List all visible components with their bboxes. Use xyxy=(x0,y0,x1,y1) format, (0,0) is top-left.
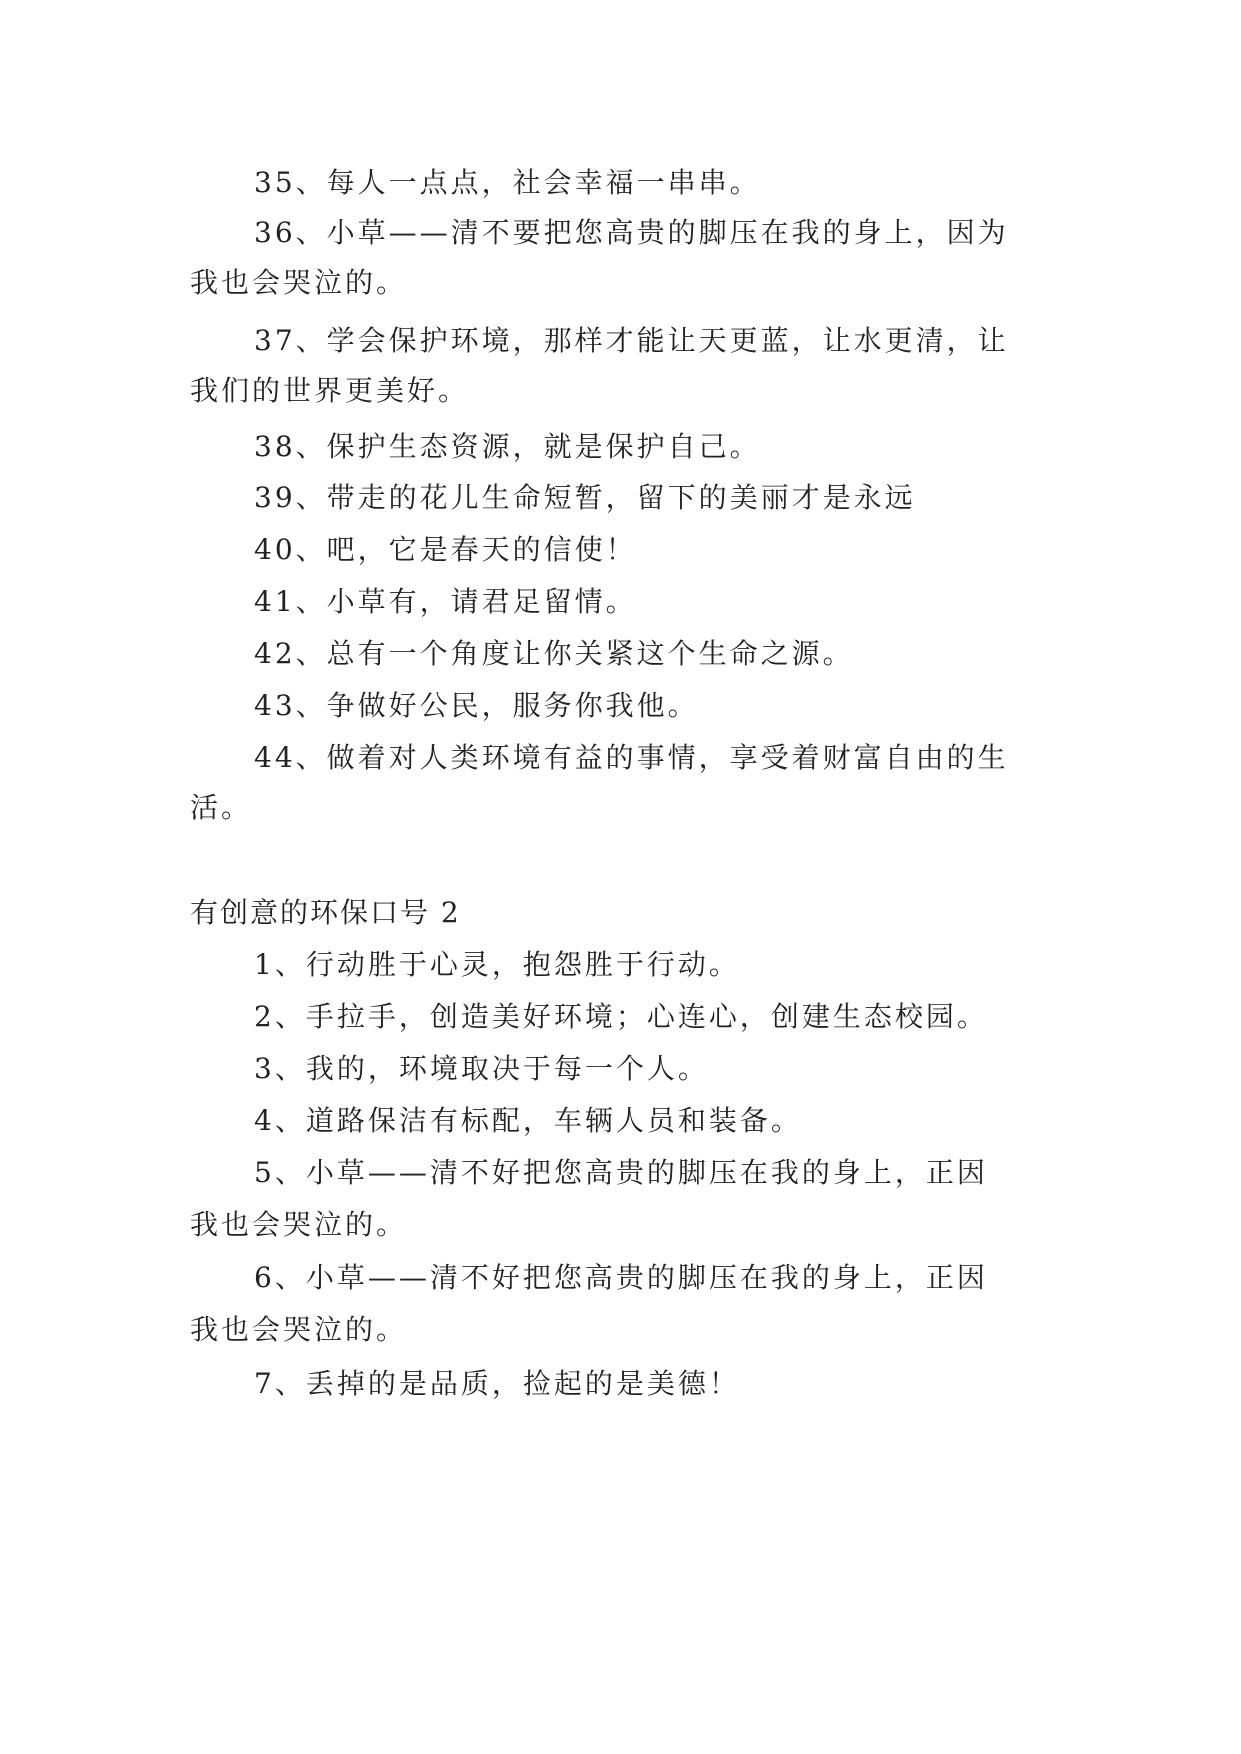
slogan-item-4: 4、道路保洁有标配，车辆人员和装备。 xyxy=(254,1104,802,1137)
slogan-item-44-cont: 活。 xyxy=(190,791,253,824)
slogan-item-39: 39、带走的花儿生命短暂，留下的美丽才是永远 xyxy=(254,481,916,514)
slogan-item-43: 43、争做好公民，服务你我他。 xyxy=(254,689,699,722)
slogan-item-40: 40、吧，它是春天的信使！ xyxy=(254,533,637,566)
slogan-item-36-cont: 我也会哭泣的。 xyxy=(190,266,408,299)
slogan-item-36: 36、小草——清不要把您高贵的脚压在我的身上，因为 xyxy=(254,216,1009,249)
slogan-item-35: 35、每人一点点，社会幸福一串串。 xyxy=(254,166,761,199)
slogan-item-6: 6、小草——清不好把您高贵的脚压在我的身上，正因 xyxy=(254,1261,988,1294)
slogan-item-37: 37、学会保护环境，那样才能让天更蓝，让水更清，让 xyxy=(254,324,1009,357)
slogan-item-6-cont: 我也会哭泣的。 xyxy=(190,1313,408,1346)
slogan-item-42: 42、总有一个角度让你关紧这个生命之源。 xyxy=(254,637,854,670)
slogan-item-1: 1、行动胜于心灵，抱怨胜于行动。 xyxy=(254,948,740,981)
slogan-item-41: 41、小草有，请君足留情。 xyxy=(254,585,637,618)
slogan-item-5-cont: 我也会哭泣的。 xyxy=(190,1208,408,1241)
slogan-item-7: 7、丢掉的是品质，捡起的是美德！ xyxy=(254,1367,740,1400)
slogan-item-37-cont: 我们的世界更美好。 xyxy=(190,374,470,407)
slogan-item-38: 38、保护生态资源，就是保护自己。 xyxy=(254,430,761,463)
slogan-item-2: 2、手拉手，创造美好环境；心连心，创建生态校园。 xyxy=(254,1000,988,1033)
slogan-item-3: 3、我的，环境取决于每一个人。 xyxy=(254,1052,709,1085)
section-heading: 有创意的环保口号 2 xyxy=(190,896,461,929)
slogan-item-44: 44、做着对人类环境有益的事情，享受着财富自由的生 xyxy=(254,741,1009,774)
slogan-item-5: 5、小草——清不好把您高贵的脚压在我的身上，正因 xyxy=(254,1156,988,1189)
